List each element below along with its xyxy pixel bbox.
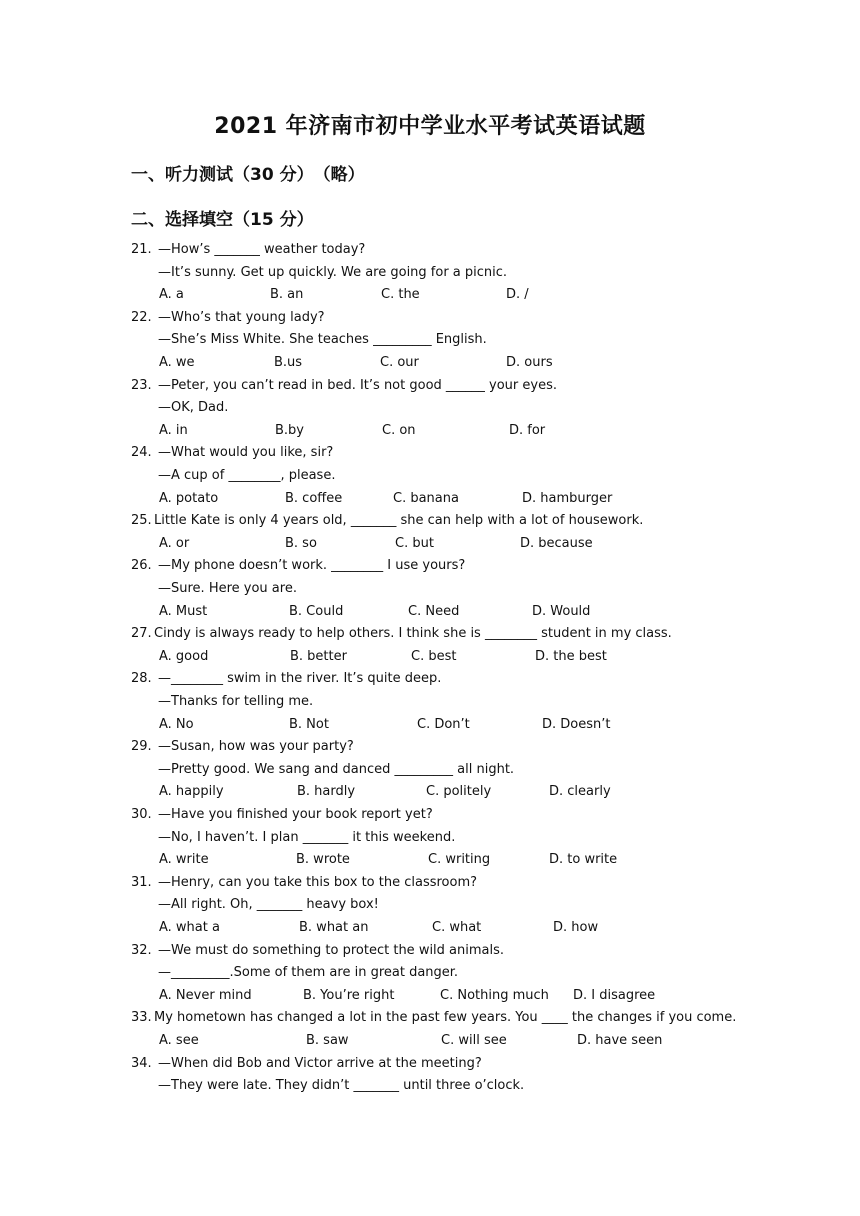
option-c[interactable]: C. politely	[426, 784, 492, 800]
question-27	[131, 625, 152, 643]
question-dialogue-line: —Pretty good. We sang and danced _________ all night.	[158, 761, 515, 777]
question-stem: —________ swim in the river. It’s quite deep.	[158, 671, 442, 687]
question-stem: —Henry, can you take this box to the classroom?	[158, 874, 478, 890]
section-heading-listening: 一、听力测试（30 分） （略）	[131, 165, 365, 185]
question-dialogue-line: —All right. Oh, _______ heavy box!	[158, 897, 379, 913]
option-a[interactable]: A. happily	[159, 784, 224, 800]
option-a[interactable]: A. see	[159, 1033, 199, 1048]
question-28	[131, 670, 152, 688]
question-dialogue-line: —It’s sunny. Get up quickly. We are going for a picnic.	[158, 264, 508, 280]
option-c[interactable]: C. what	[432, 920, 482, 935]
question-21	[131, 241, 152, 259]
page-title: 2021 年济南市初中学业水平考试英语试题	[214, 114, 646, 139]
option-c[interactable]: C. will see	[441, 1033, 507, 1048]
option-d[interactable]: D. because	[520, 535, 593, 551]
option-b[interactable]: B. what an	[299, 920, 369, 935]
question-stem: —We must do something to protect the wild animals.	[158, 942, 505, 958]
option-c[interactable]: C. on	[382, 422, 416, 438]
question-number: 26.	[131, 558, 152, 574]
question-number: 21.	[131, 242, 152, 257]
question-dialogue-line: —They were late. They didn’t _______ until three o’clock.	[158, 1078, 525, 1094]
question-dialogue-line: —She’s Miss White. She teaches _________ English.	[158, 332, 487, 348]
option-a[interactable]: A. write	[159, 852, 209, 868]
option-b[interactable]: B. better	[290, 648, 347, 664]
question-dialogue-line: —_________.Some of them are in great danger.	[158, 965, 459, 981]
option-c[interactable]: C. our	[380, 355, 419, 370]
question-number: 27.	[131, 626, 152, 642]
option-c[interactable]: C. best	[411, 648, 457, 664]
option-c[interactable]: C. writing	[428, 852, 491, 868]
question-stem: Little Kate is only 4 years old, _______ she can help with a lot of housework.	[154, 513, 644, 529]
option-b[interactable]: B. so	[285, 535, 317, 551]
question-stem: My hometown has changed a lot in the past few years. You ____ the changes if you come.	[154, 1010, 737, 1026]
option-c[interactable]: C. but	[395, 535, 434, 551]
option-b[interactable]: B.by	[275, 422, 304, 438]
option-d[interactable]: D. the best	[535, 648, 607, 664]
question-32	[131, 942, 152, 960]
question-dialogue-line: —A cup of ________, please.	[158, 468, 336, 483]
question-29	[131, 738, 152, 756]
question-31	[131, 874, 152, 892]
question-number: 29.	[131, 739, 152, 755]
option-d[interactable]: D. I disagree	[573, 987, 656, 1003]
question-stem: —My phone doesn’t work. ________ I use yours?	[158, 558, 466, 574]
question-stem: —Have you finished your book report yet?	[158, 807, 433, 822]
option-a[interactable]: A. we	[159, 355, 195, 370]
option-d[interactable]: D. /	[506, 287, 529, 303]
question-34	[131, 1055, 152, 1073]
question-24	[131, 444, 152, 462]
question-stem: —What would you like, sir?	[158, 445, 334, 461]
question-number: 25.	[131, 513, 152, 529]
question-number: 31.	[131, 874, 152, 890]
question-number: 30.	[131, 807, 152, 822]
option-c[interactable]: C. banana	[393, 490, 459, 506]
option-d[interactable]: D. clearly	[549, 784, 611, 800]
option-d[interactable]: D. hamburger	[522, 490, 613, 506]
option-b[interactable]: B. You’re right	[303, 987, 395, 1003]
option-a[interactable]: A. Never mind	[159, 987, 252, 1003]
question-stem: —Susan, how was your party?	[158, 739, 354, 755]
option-b[interactable]: B. coffee	[285, 490, 343, 506]
question-stem: —How’s _______ weather today?	[158, 242, 366, 257]
option-d[interactable]: D. Doesn’t	[542, 716, 611, 732]
option-d[interactable]: D. Would	[532, 603, 591, 619]
question-dialogue-line: —Sure. Here you are.	[158, 581, 297, 596]
option-d[interactable]: D. for	[509, 422, 546, 438]
option-a[interactable]: A. potato	[159, 490, 219, 506]
option-b[interactable]: B.us	[274, 355, 303, 370]
question-stem: Cindy is always ready to help others. I think she is ________ student in my class.	[154, 626, 672, 642]
option-b[interactable]: B. Could	[289, 603, 344, 619]
question-number: 34.	[131, 1055, 152, 1071]
option-a[interactable]: A. a	[159, 287, 184, 303]
option-c[interactable]: C. Nothing much	[440, 987, 549, 1003]
question-number: 28.	[131, 671, 152, 687]
option-b[interactable]: B. saw	[306, 1033, 349, 1048]
option-b[interactable]: B. wrote	[296, 852, 350, 868]
option-c[interactable]: C. Don’t	[417, 716, 470, 732]
option-a[interactable]: A. No	[159, 716, 194, 732]
question-23	[131, 377, 152, 395]
question-number: 24.	[131, 445, 152, 461]
question-dialogue-line: —OK, Dad.	[158, 400, 229, 416]
question-30	[131, 806, 152, 824]
question-25	[131, 512, 152, 530]
option-a[interactable]: A. or	[159, 535, 190, 551]
option-c[interactable]: C. Need	[408, 603, 460, 619]
question-number: 22.	[131, 309, 152, 325]
option-d[interactable]: D. how	[553, 920, 599, 935]
option-b[interactable]: B. an	[270, 287, 304, 303]
option-b[interactable]: B. hardly	[297, 784, 356, 800]
question-number: 32.	[131, 942, 152, 958]
option-b[interactable]: B. Not	[289, 716, 329, 732]
question-stem: —Peter, you can’t read in bed. It’s not good ______ your eyes.	[158, 377, 557, 393]
option-a[interactable]: A. in	[159, 422, 188, 438]
question-stem: —When did Bob and Victor arrive at the meeting?	[158, 1055, 482, 1071]
question-stem: —Who’s that young lady?	[158, 309, 325, 325]
question-dialogue-line: —Thanks for telling me.	[158, 694, 314, 709]
question-number: 33.	[131, 1010, 152, 1026]
question-22	[131, 309, 152, 327]
question-dialogue-line: —No, I haven’t. I plan _______ it this weekend.	[158, 829, 456, 845]
option-a[interactable]: A. what a	[159, 920, 220, 935]
section-heading-choice: 二、选择填空（15 分）	[131, 210, 314, 230]
option-d[interactable]: D. to write	[549, 852, 618, 868]
option-a[interactable]: A. good	[159, 648, 209, 664]
option-d[interactable]: D. have seen	[577, 1033, 663, 1048]
option-a[interactable]: A. Must	[159, 603, 208, 619]
question-26	[131, 557, 152, 575]
option-c[interactable]: C. the	[381, 287, 420, 303]
option-d[interactable]: D. ours	[506, 355, 553, 370]
question-number: 23.	[131, 377, 152, 393]
question-33	[131, 1009, 152, 1027]
